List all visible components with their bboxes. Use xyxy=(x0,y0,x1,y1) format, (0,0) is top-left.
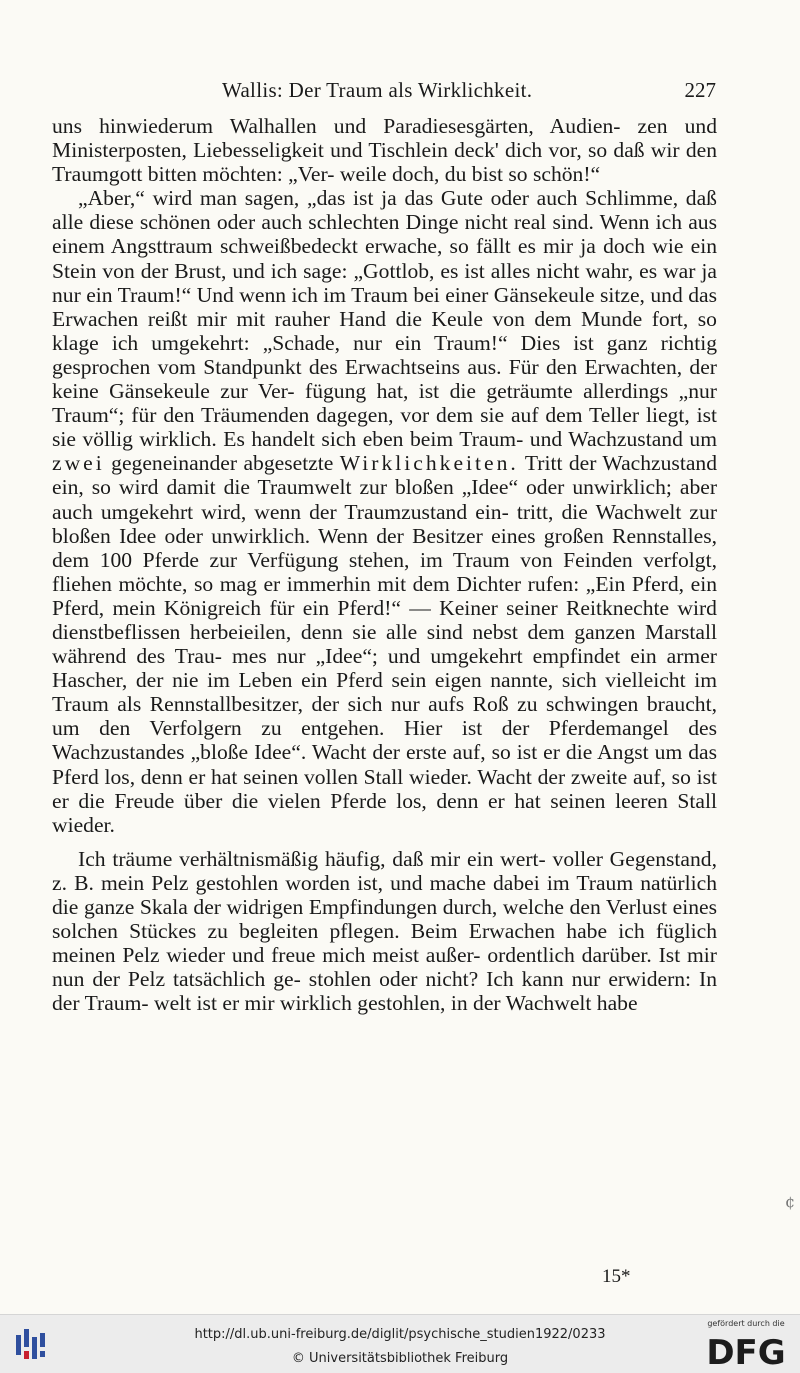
text-line: der widrigen Empfindungen durch, welche den Verlust eines xyxy=(193,895,718,919)
text-line: ganz richtig gesprochen vom Standpunkt des Erwachtseins xyxy=(52,330,717,379)
dfg-badge xyxy=(700,1319,792,1371)
text-line: tritt, die Wachwelt zur bloßen Idee oder unwirklich. Wenn xyxy=(52,499,718,548)
text-line: welt ist er mir wirklich gestohlen, in der Wachwelt habe xyxy=(153,991,638,1016)
text-line: schweißbedeckt erwache, so fällt es mir ja doch wie ein xyxy=(219,234,717,259)
text-line: voller Gegenstand, z. B. mein Pelz gestohlen worden ist, xyxy=(52,846,717,895)
text-line: weile doch, du bist so schön!“ xyxy=(339,162,601,187)
text-line: uns hinwiederum Walhallen und Paradiesesgärten, Audien- xyxy=(52,114,621,138)
text-line: damit die Traumwelt zur bloßen „Idee“ oder unwirklich; xyxy=(166,475,672,500)
text-line: mes nur „Idee“; und umgekehrt empfindet ein armer xyxy=(231,644,717,669)
text-line: klage ich umgekehrt: „Schade, nur ein Traum!“ Dies ist xyxy=(52,330,594,355)
text-line: nicht wahr, es war ja nur ein Traum!“ Und wenn ich im xyxy=(52,258,717,307)
text-line: Ich träume verhältnismäßig häufig, daß mir ein wert- xyxy=(78,846,546,871)
text-line: sie alle sind nebst dem ganzen Marstall während des Trau- xyxy=(52,619,717,669)
text-line: Hascher, der nie im Leben ein Pferd sein eigen nannte, xyxy=(52,668,554,693)
text-line: ich füglich meinen Pelz wieder und freue mich meist außer- xyxy=(52,919,717,968)
dfg-logo-text: DFG xyxy=(706,1333,786,1369)
text-line: solchen Stückes zu begleiten pflegen. Beim Erwachen habe xyxy=(52,919,608,944)
text-line: Verfügung stehen, im Traum von Feinden verfolgt, fliehen xyxy=(52,547,717,596)
footer-copyright: © Universitätsbibliothek Freiburg xyxy=(291,1351,509,1366)
margin-mark: ¢ xyxy=(785,1192,796,1211)
text-line: Wacht der zweite auf, so ist er die Freude über die vielen xyxy=(52,764,717,813)
text-line: stohlen oder nicht? Ich kann nur erwidern: In der Traum- xyxy=(52,967,717,1016)
text-line: ist sie völlig wirklich. Es handelt sich eben beim Traum- xyxy=(52,403,717,452)
text-line: Schlimme, daß alle diese schönen oder auch schlechten xyxy=(52,186,717,235)
text-line: „Aber,“ wird man sagen, „das ist ja das Gute oder auch xyxy=(78,186,578,211)
text-line: sich vielleicht im Traum als Rennstallbesitzer, der sich xyxy=(52,668,717,717)
body-text xyxy=(52,114,717,1015)
text-line: und Wachzustand um zwei gegeneinander abgesetzte xyxy=(52,427,717,476)
text-line: aus. Für den Erwachten, der keine Gänsekeule zur Ver- xyxy=(52,354,717,404)
text-line: den Träumenden dagegen, vor dem sie auf dem Teller liegt, xyxy=(163,403,690,428)
paragraph xyxy=(52,114,717,186)
footer-bar xyxy=(0,1314,800,1373)
running-header xyxy=(52,78,718,106)
text-line: seiner Reitknechte wird dienstbeflissen herbeieilen, denn xyxy=(52,595,717,644)
signature-mark: 15* xyxy=(602,1266,631,1287)
text-line: zu entgehen. Hier ist der Pferdemangel des Wachzustandes xyxy=(52,716,718,765)
text-line: zen und Ministerposten, Liebesseligkeit und Tischlein deck' xyxy=(52,114,717,163)
page-number: 227 xyxy=(684,78,716,102)
text-line: und mache dabei im Traum natürlich die ganze Skala xyxy=(52,870,717,919)
text-line: Dinge nicht real sind. Wenn ich aus einem Angsttraum xyxy=(52,210,717,259)
text-line: der Besitzer eines großen Rennstalles, dem 100 Pferde zur xyxy=(52,523,717,572)
text-line: Wirklichkeiten. Tritt der Wachzustand ein, so wird xyxy=(52,451,718,500)
text-line: aber auch umgekehrt wird, wenn der Traumzustand ein- xyxy=(52,475,718,524)
paragraph xyxy=(52,847,717,1016)
paragraph xyxy=(52,186,717,837)
text-line: Pferd, ein Pferd, mein Königreich für ein Pferd!“ — Keiner xyxy=(52,571,717,620)
dfg-logo-icon xyxy=(704,1333,788,1369)
text-line: Traum bei einer Gänsekeule sitze, und das Erwachen reißt xyxy=(52,282,717,331)
text-line: fügung hat, ist die geträumte allerdings „nur Traum“; für xyxy=(52,379,717,428)
text-line: Pferde los, denn er hat seinen leeren Stall wieder. xyxy=(52,788,718,837)
text-line: dich vor, so daß wir den Traumgott bitten möchten: „Ver- xyxy=(52,138,717,187)
text-line: mir mit rauher Hand die Keule von dem Munde fort, so xyxy=(196,306,717,331)
footer-url-link[interactable]: http://dl.ub.uni-freiburg.de/diglit/psychische_studien1922/0233 xyxy=(194,1327,606,1342)
text-line: Stein von der Brust, und ich sage: „Gottlob, es ist alles xyxy=(52,258,531,283)
dfg-caption: gefördert durch die xyxy=(707,1319,785,1328)
text-line: „bloße Idee“. Wacht der erste auf, so ist er die Angst xyxy=(190,740,649,765)
text-line: um das Pferd los, denn er hat seinen vollen Stall wieder. xyxy=(52,740,718,789)
text-line: ordentlich darüber. Ist mir nun der Pelz tatsächlich ge- xyxy=(52,943,717,992)
text-line: nur aufs Roß zu schwingen braucht, um den Verfolgern xyxy=(52,692,717,741)
text-line: möchte, so mag er immerhin mit dem Dichter rufen: „Ein xyxy=(118,571,626,596)
header-title: Wallis: Der Traum als Wirklichkeit. xyxy=(222,78,533,102)
